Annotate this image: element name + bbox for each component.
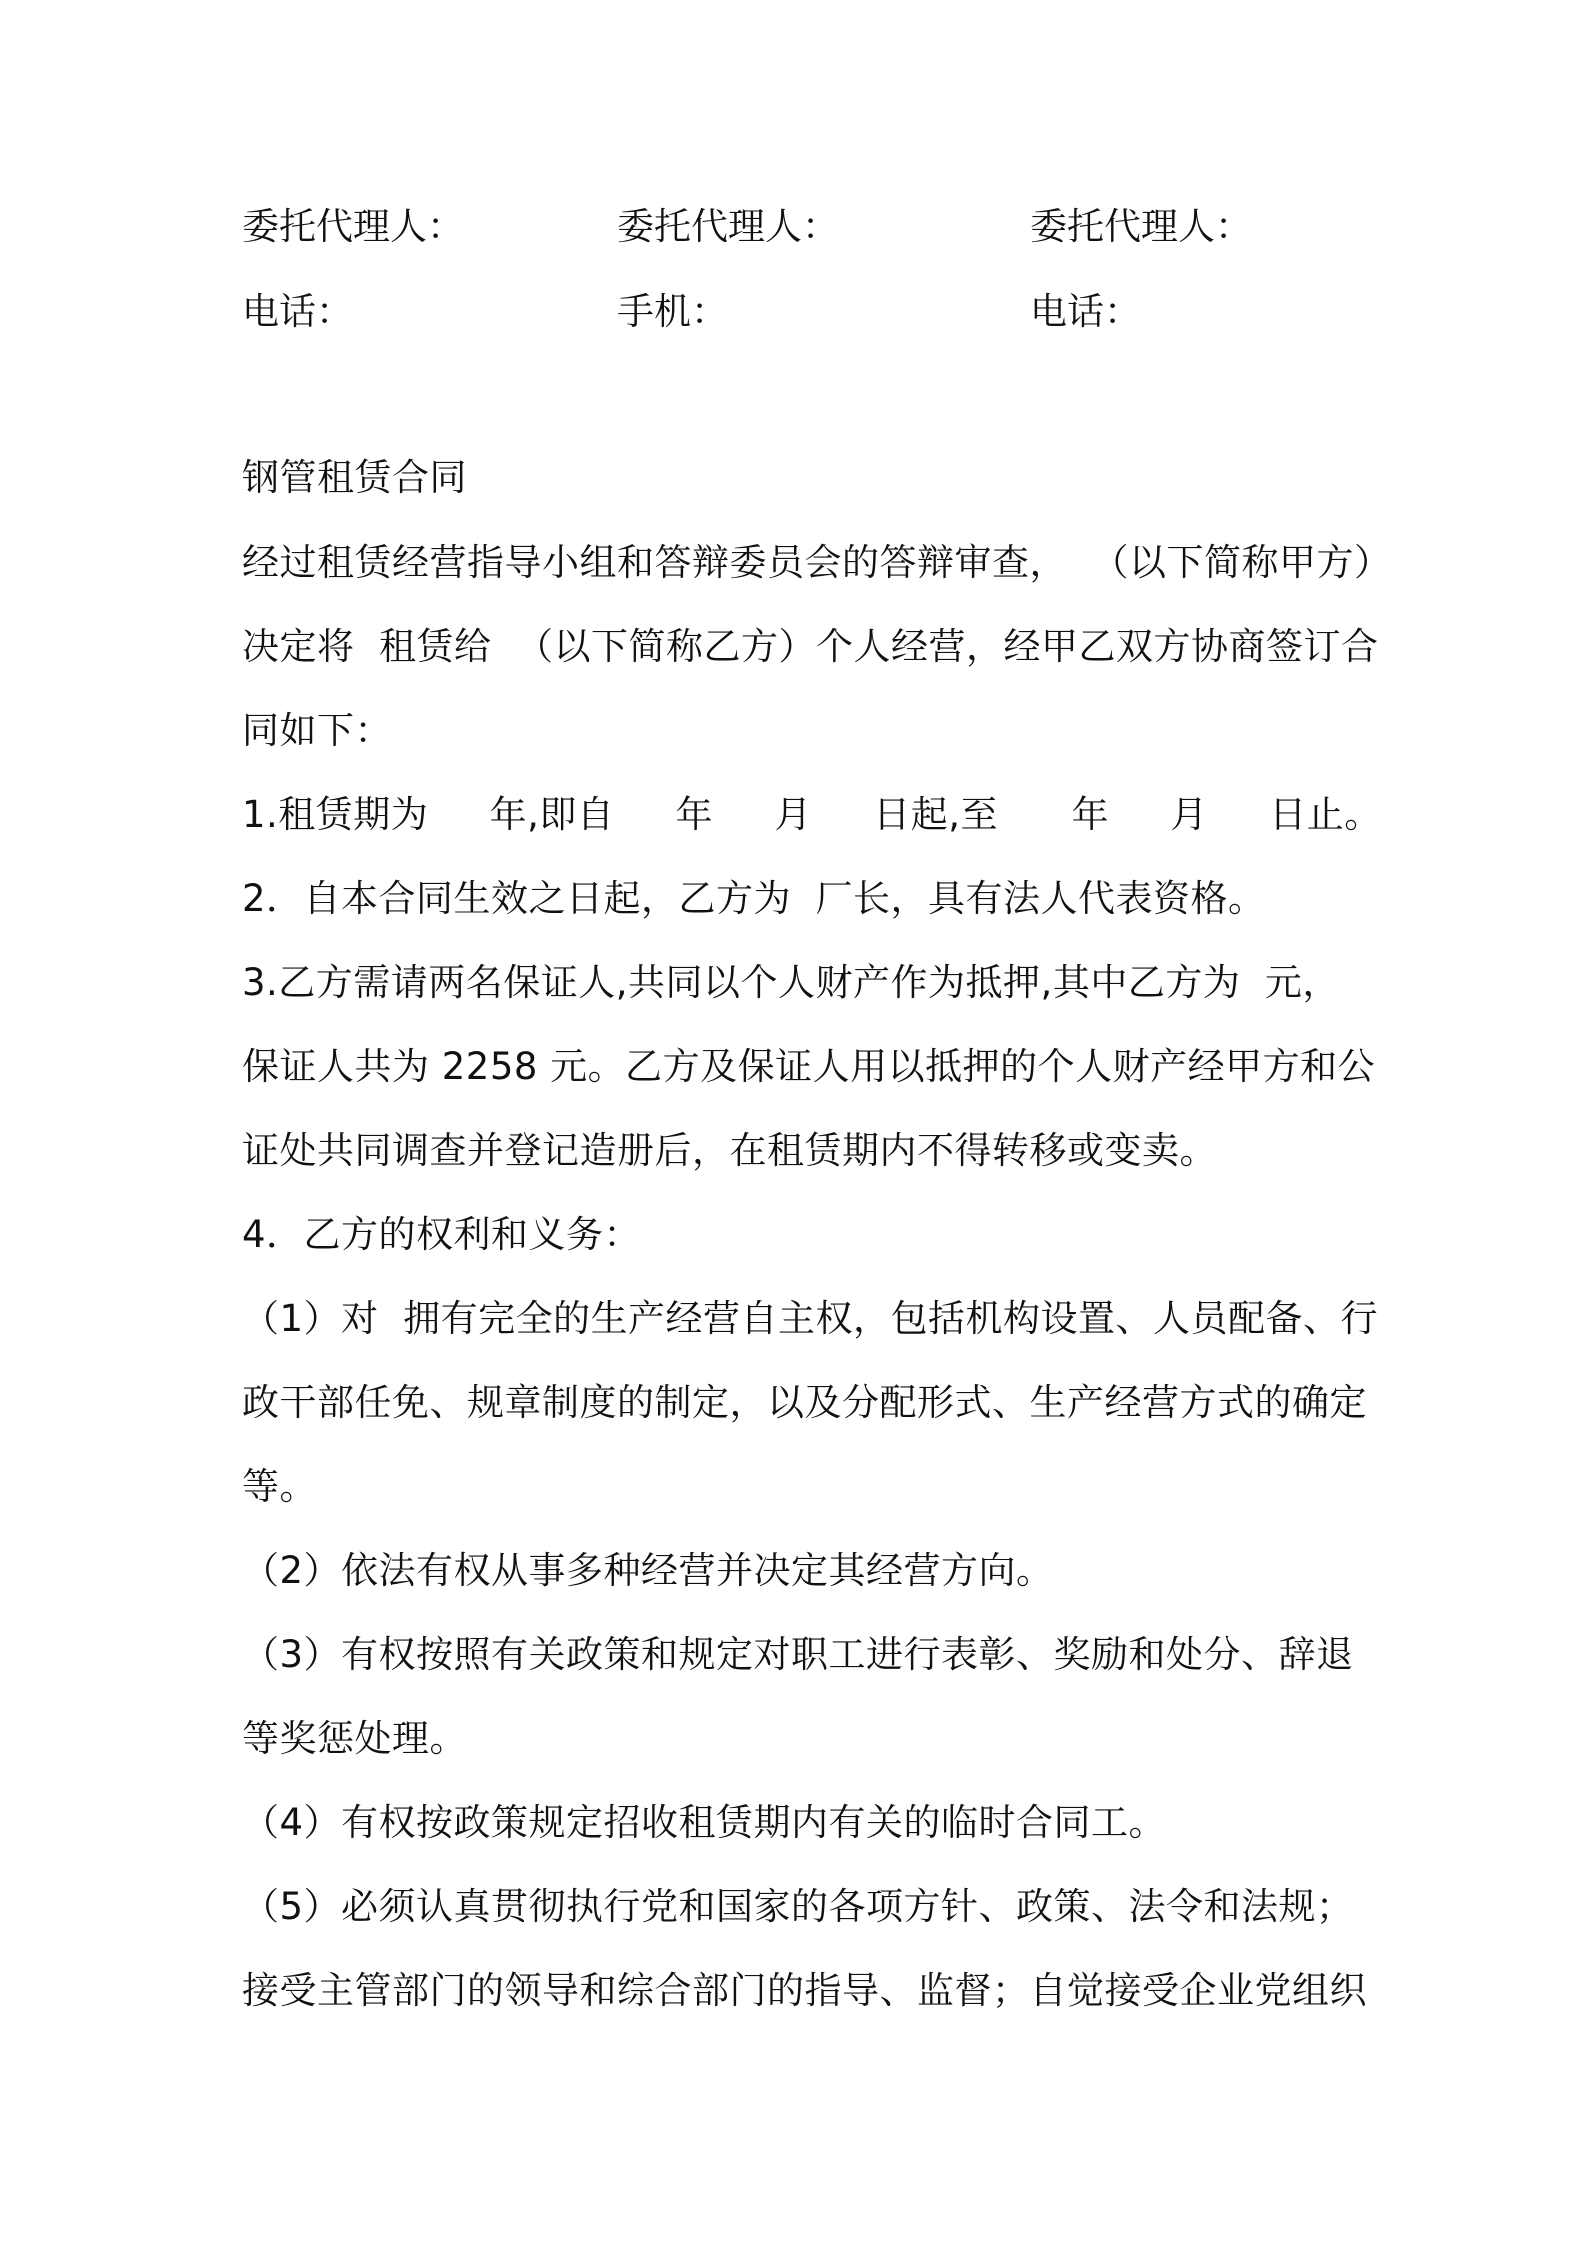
contract-line: （2）依法有权从事多种经营并决定其经营方向。 bbox=[242, 1549, 1054, 1592]
party-c-phone-label: 电话： bbox=[1030, 290, 1141, 333]
contract-line: （4）有权按政策规定招收租赁期内有关的临时合同工。 bbox=[242, 1801, 1167, 1844]
contract-line: 4．乙方的权利和义务： bbox=[242, 1213, 642, 1256]
contract-line: 政干部任免、规章制度的制定，以及分配形式、生产经营方式的确定 bbox=[242, 1381, 1367, 1424]
contract-line: 保证人共为 2258 元。乙方及保证人用以抵押的个人财产经甲方和公 bbox=[242, 1045, 1376, 1088]
contract-line: （1）对 拥有完全的生产经营自主权，包括机构设置、人员配备、行 bbox=[242, 1297, 1379, 1340]
party-a-phone-label: 电话： bbox=[242, 290, 353, 333]
signature-row-phone bbox=[0, 287, 1586, 337]
contract-line: （3）有权按照有关政策和规定对职工进行表彰、奖励和处分、辞退 bbox=[242, 1633, 1354, 1676]
party-b-agent-label: 委托代理人： bbox=[617, 205, 839, 248]
contract-line: 等奖惩处理。 bbox=[242, 1717, 467, 1760]
contract-line: 证处共同调查并登记造册后，在租赁期内不得转移或变卖。 bbox=[242, 1129, 1217, 1172]
contract-line: （5）必须认真贯彻执行党和国家的各项方针、政策、法令和法规； bbox=[242, 1885, 1354, 1928]
contract-title: 钢管租赁合同 bbox=[242, 456, 467, 499]
contract-line: 等。 bbox=[242, 1465, 317, 1508]
contract-line: 同如下： bbox=[242, 709, 392, 752]
contract-line: 经过租赁经营指导小组和答辩委员会的答辩审查， （以下简称甲方） bbox=[242, 541, 1392, 584]
contract-line: 2．自本合同生效之日起，乙方为 厂长，具有法人代表资格。 bbox=[242, 877, 1266, 920]
party-b-mobile-label: 手机： bbox=[617, 290, 728, 333]
contract-line: 决定将 租赁给 （以下简称乙方）个人经营，经甲乙双方协商签订合 bbox=[242, 625, 1379, 668]
contract-line: 3.乙方需请两名保证人,共同以个人财产作为抵押,其中乙方为 元， bbox=[242, 961, 1340, 1004]
signature-row-agent bbox=[0, 202, 1586, 252]
contract-line: 接受主管部门的领导和综合部门的指导、监督；自觉接受企业党组织 bbox=[242, 1969, 1367, 2012]
contract-line: 1.租赁期为 年,即自 年 月 日起,至 年 月 日止。 bbox=[242, 793, 1382, 836]
party-a-agent-label: 委托代理人： bbox=[242, 205, 464, 248]
party-c-agent-label: 委托代理人： bbox=[1030, 205, 1252, 248]
